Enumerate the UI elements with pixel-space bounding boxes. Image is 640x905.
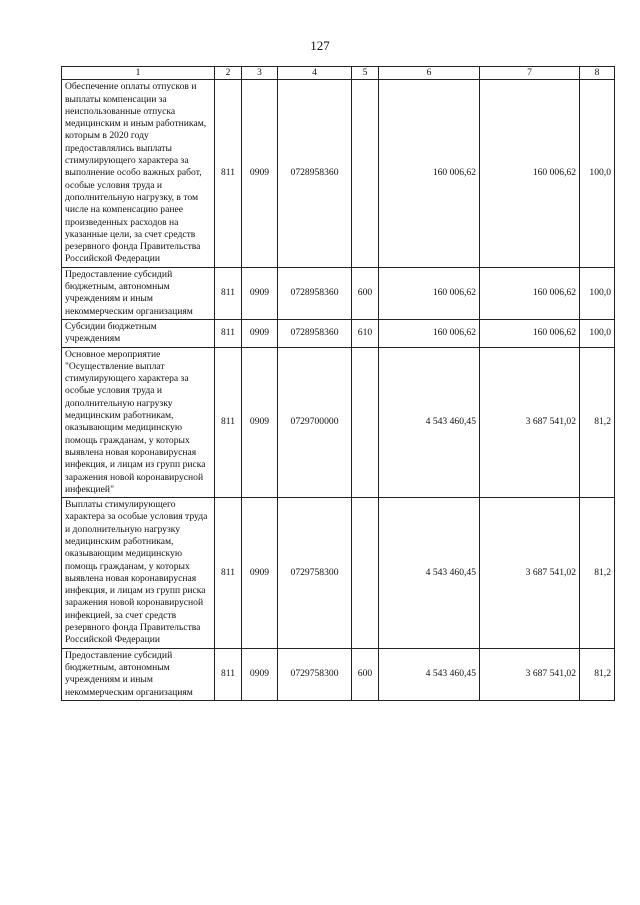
table-row <box>62 648 615 700</box>
admin-code: 811 <box>215 347 242 498</box>
executed-amount: 160 006,62 <box>480 267 580 319</box>
header-row <box>62 67 615 80</box>
planned-amount: 160 006,62 <box>379 319 480 347</box>
executed-amount: 3 687 541,02 <box>480 347 580 498</box>
expense-type-code <box>352 347 379 498</box>
column-header: 7 <box>480 67 580 80</box>
section-code: 0909 <box>242 319 278 347</box>
executed-amount: 160 006,62 <box>480 319 580 347</box>
table-row <box>62 498 615 649</box>
section-code: 0909 <box>242 347 278 498</box>
expense-type-code: 610 <box>352 319 379 347</box>
item-name: Основное мероприятие "Осуществление выплат стимулирующего характера за особые условия труда и дополнительную нагрузку медицинским работникам, оказывающим медицинскую помощь гражданам, у которых выявлена новая коронавирусная инфекция, и лицам из групп риска заражения новой коронавирусной инфекцией" <box>62 347 215 498</box>
admin-code: 811 <box>215 498 242 649</box>
section-code: 0909 <box>242 498 278 649</box>
admin-code: 811 <box>215 648 242 700</box>
target-code: 0728958360 <box>278 319 352 347</box>
execution-percent: 81,2 <box>580 648 615 700</box>
planned-amount: 4 543 460,45 <box>379 648 480 700</box>
planned-amount: 160 006,62 <box>379 267 480 319</box>
column-header: 3 <box>242 67 278 80</box>
expense-type-code: 600 <box>352 267 379 319</box>
planned-amount: 4 543 460,45 <box>379 498 480 649</box>
column-header: 2 <box>215 67 242 80</box>
executed-amount: 160 006,62 <box>480 80 580 267</box>
item-name: Выплаты стимулирующего характера за особые условия труда и дополнительную нагрузку медицинским работникам, оказывающим медицинскую помощь гражданам, у которых выявлена новая коронавирусная инфекция, и лицам из групп риска заражения новой коронавирусной инфекцией, за счет средств резервного фонда Правительства Российской Федерации <box>62 498 215 649</box>
execution-percent: 100,0 <box>580 80 615 267</box>
column-header: 5 <box>352 67 379 80</box>
section-code: 0909 <box>242 80 278 267</box>
planned-amount: 4 543 460,45 <box>379 347 480 498</box>
table-row <box>62 267 615 319</box>
planned-amount: 160 006,62 <box>379 80 480 267</box>
column-header: 6 <box>379 67 480 80</box>
target-code: 0728958360 <box>278 80 352 267</box>
column-header: 4 <box>278 67 352 80</box>
expense-type-code <box>352 80 379 267</box>
target-code: 0729758300 <box>278 498 352 649</box>
item-name: Предоставление субсидий бюджетным, автономным учреждениям и иным некоммерческим организациям <box>62 648 215 700</box>
target-code: 0729700000 <box>278 347 352 498</box>
section-code: 0909 <box>242 267 278 319</box>
table-row <box>62 319 615 347</box>
expense-type-code: 600 <box>352 648 379 700</box>
executed-amount: 3 687 541,02 <box>480 498 580 649</box>
execution-percent: 100,0 <box>580 267 615 319</box>
column-header: 1 <box>62 67 215 80</box>
column-header: 8 <box>580 67 615 80</box>
table-row <box>62 347 615 498</box>
execution-percent: 81,2 <box>580 347 615 498</box>
executed-amount: 3 687 541,02 <box>480 648 580 700</box>
item-name: Предоставление субсидий бюджетным, автономным учреждениям и иным некоммерческим организациям <box>62 267 215 319</box>
execution-percent: 81,2 <box>580 498 615 649</box>
page-number: 127 <box>310 38 330 53</box>
target-code: 0728958360 <box>278 267 352 319</box>
table-row <box>62 80 615 267</box>
target-code: 0729758300 <box>278 648 352 700</box>
section-code: 0909 <box>242 648 278 700</box>
budget-table <box>61 66 615 701</box>
admin-code: 811 <box>215 80 242 267</box>
execution-percent: 100,0 <box>580 319 615 347</box>
item-name: Субсидии бюджетным учреждениям <box>62 319 215 347</box>
admin-code: 811 <box>215 319 242 347</box>
expense-type-code <box>352 498 379 649</box>
item-name: Обеспечение оплаты отпусков и выплаты компенсации за неиспользованные отпуска медицинским и иным работникам, которым в 2020 году предоставлялись выплаты стимулирующего характера за выполнение особо важных работ, особые условия труда и дополнительную нагрузку, в том числе на компенсацию ранее произведенных расходов на указанные цели, за счет средств резервного фонда Правительства Российской Федерации <box>62 80 215 267</box>
admin-code: 811 <box>215 267 242 319</box>
